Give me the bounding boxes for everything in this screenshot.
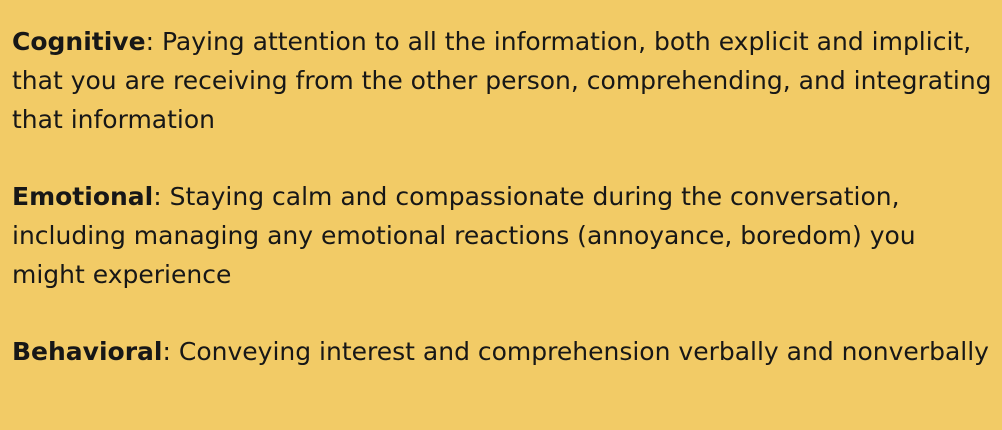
emotional-separator: : xyxy=(153,182,162,211)
behavioral-description: Conveying interest and comprehension verbally and nonverbally xyxy=(170,337,989,366)
cognitive-separator: : xyxy=(145,27,154,56)
behavioral-item xyxy=(12,332,992,371)
behavioral-separator: : xyxy=(162,337,171,366)
cognitive-term: Cognitive xyxy=(12,27,146,56)
emotional-term: Emotional xyxy=(12,182,154,211)
emotional-description: Staying calm and compassionate during the conversation, including managing any emotional reactions (annoyance, boredom) you might experience xyxy=(12,182,916,289)
emotional-item xyxy=(12,177,992,294)
cognitive-item xyxy=(12,22,992,139)
behavioral-term: Behavioral xyxy=(12,337,163,366)
cognitive-description: Paying attention to all the information, both explicit and implicit, that you are receiving from the other person, comprehending, and integrating that information xyxy=(12,27,992,134)
